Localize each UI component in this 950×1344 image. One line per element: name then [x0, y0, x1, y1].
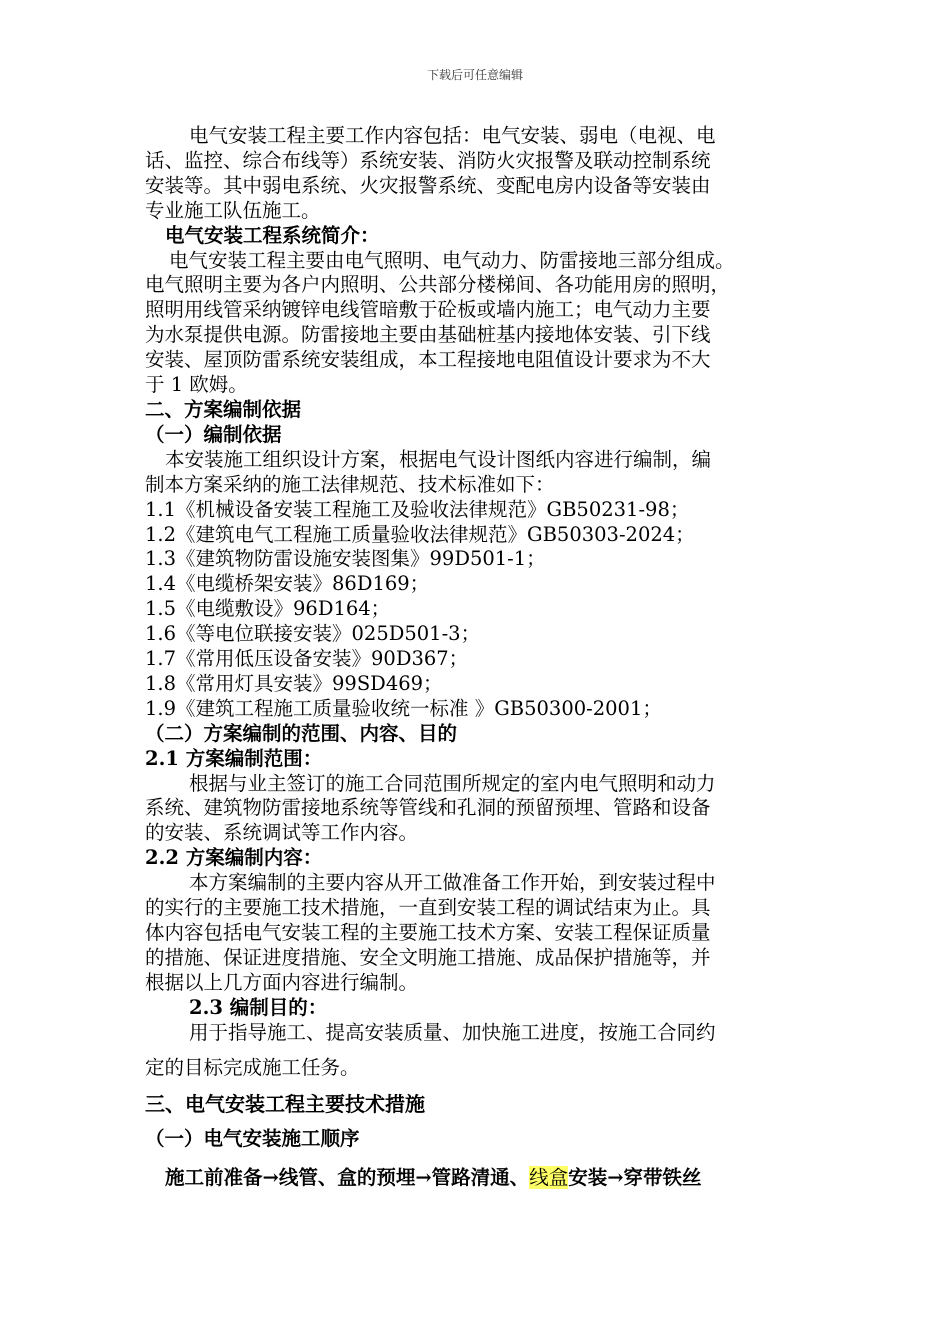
standard-item: 1.7《常用低压设备安装》90D367；: [145, 647, 469, 671]
purpose-paragraph: [145, 1021, 813, 1081]
sequence-text: 安装→穿带铁丝: [568, 1166, 702, 1190]
content-paragraph: [145, 871, 813, 996]
paragraph-line: 根据与业主签订的施工合同范围所规定的室内电气照明和动力: [189, 771, 716, 795]
intro-paragraph: [145, 124, 813, 224]
paragraph-line: 于 1 欧姆。: [145, 373, 248, 397]
paragraph-line: 本安装施工组织设计方案，根据电气设计图纸内容进行编制，编: [165, 447, 712, 471]
section-heading-intro: 电气安装工程系统简介：: [165, 223, 380, 247]
heading-scope: 2.1 方案编制范围：: [145, 746, 323, 770]
system-intro-paragraph: [145, 249, 813, 398]
paragraph-line: 的措施、保证进度措施、安全文明施工措施、成品保护措施等，并: [145, 945, 711, 969]
heading-purpose: 2.3 编制目的：: [189, 995, 328, 1019]
standard-item: 1.3《建筑物防雷设施安装图集》99D501-1；: [145, 547, 546, 571]
paragraph-line: 用于指导施工、提高安装质量、加快施工进度，按施工合同约: [189, 1020, 716, 1044]
standard-item: 1.8《常用灯具安装》99SD469；: [145, 671, 443, 695]
heading-content: 2.2 方案编制内容：: [145, 846, 323, 870]
paragraph-line: 为水泵提供电源。防雷接地主要由基础桩基内接地体安装、引下线: [145, 323, 711, 347]
standard-item: 1.4《电缆桥架安装》86D169；: [145, 572, 430, 596]
paragraph-line: 话、监控、综合布线等）系统安装、消防火灾报警及联动控制系统: [145, 148, 711, 172]
standard-item: 1.1《机械设备安装工程施工及验收法律规范》GB50231-98；: [145, 497, 690, 521]
paragraph-line: 电气安装工程主要工作内容包括：电气安装、弱电（电视、电: [189, 124, 716, 147]
paragraph-line: 制本方案采纳的施工法律规范、技术标准如下：: [145, 472, 555, 496]
document-body: [145, 124, 813, 1191]
paragraph-line: 根据以上几方面内容进行编制。: [145, 970, 419, 994]
paragraph-line: 体内容包括电气安装工程的主要施工技术方案、安装工程保证质量: [145, 921, 711, 944]
paragraph-line: 系统、建筑物防雷接地系统等管线和孔洞的预留预埋、管路和设备: [145, 796, 711, 820]
subsection-heading-scope-content-purpose: （二）方案编制的范围、内容、目的: [145, 721, 458, 745]
paragraph-line: 定的目标完成施工任务。: [145, 1055, 360, 1079]
standard-item: 1.2《建筑电气工程施工质量验收法律规范》GB50303-2024；: [145, 522, 695, 546]
paragraph-line: 安装、屋顶防雷系统安装组成，本工程接地电阻值设计要求为不大: [145, 348, 711, 372]
standard-item: 1.5《电缆敷设》96D164；: [145, 597, 391, 621]
standard-item: 1.6《等电位联接安装》025D501-3；: [145, 622, 481, 646]
sequence-text: 施工前准备→线管、盒的预埋→管路清通、: [165, 1166, 530, 1190]
highlighted-text: 线盒: [529, 1166, 569, 1190]
paragraph-line: 安装等。其中弱电系统、火灾报警系统、变配电房内设备等安装由: [145, 173, 711, 197]
chapter-heading-3: 三、电气安装工程主要技术措施: [145, 1092, 425, 1117]
basis-paragraph: [145, 448, 813, 498]
scope-paragraph: [145, 772, 813, 847]
page-header: 下载后可任意编辑: [426, 68, 523, 82]
paragraph-line: 的安装、系统调试等工作内容。: [145, 821, 419, 845]
paragraph-line: 专业施工队伍施工。: [145, 198, 321, 222]
standards-list: [145, 498, 813, 722]
paragraph-line: 电气安装工程主要由电气照明、电气动力、防雷接地三部分组成。: [169, 248, 735, 272]
standard-item: 1.9《建筑工程施工质量验收统一标准 》GB50300-2001；: [145, 696, 662, 720]
paragraph-line: 本方案编制的主要内容从开工做准备工作开始，到安装过程中: [189, 871, 716, 895]
paragraph-line: 照明用线管采纳镀锌电线管暗敷于砼板或墙内施工；电气动力主要: [145, 298, 711, 322]
subsection-heading-sequence: （一）电气安装施工顺序: [145, 1127, 360, 1151]
subsection-heading-basis: （一）编制依据: [145, 422, 282, 446]
paragraph-line: 的实行的主要施工技术措施，一直到安装工程的调试结束为止。具: [145, 896, 711, 920]
paragraph-line: 电气照明主要为各户内照明、公共部分楼梯间、各功能用房的照明，: [145, 273, 731, 297]
chapter-heading-2: 二、方案编制依据: [145, 397, 302, 421]
construction-sequence: [145, 1166, 813, 1191]
